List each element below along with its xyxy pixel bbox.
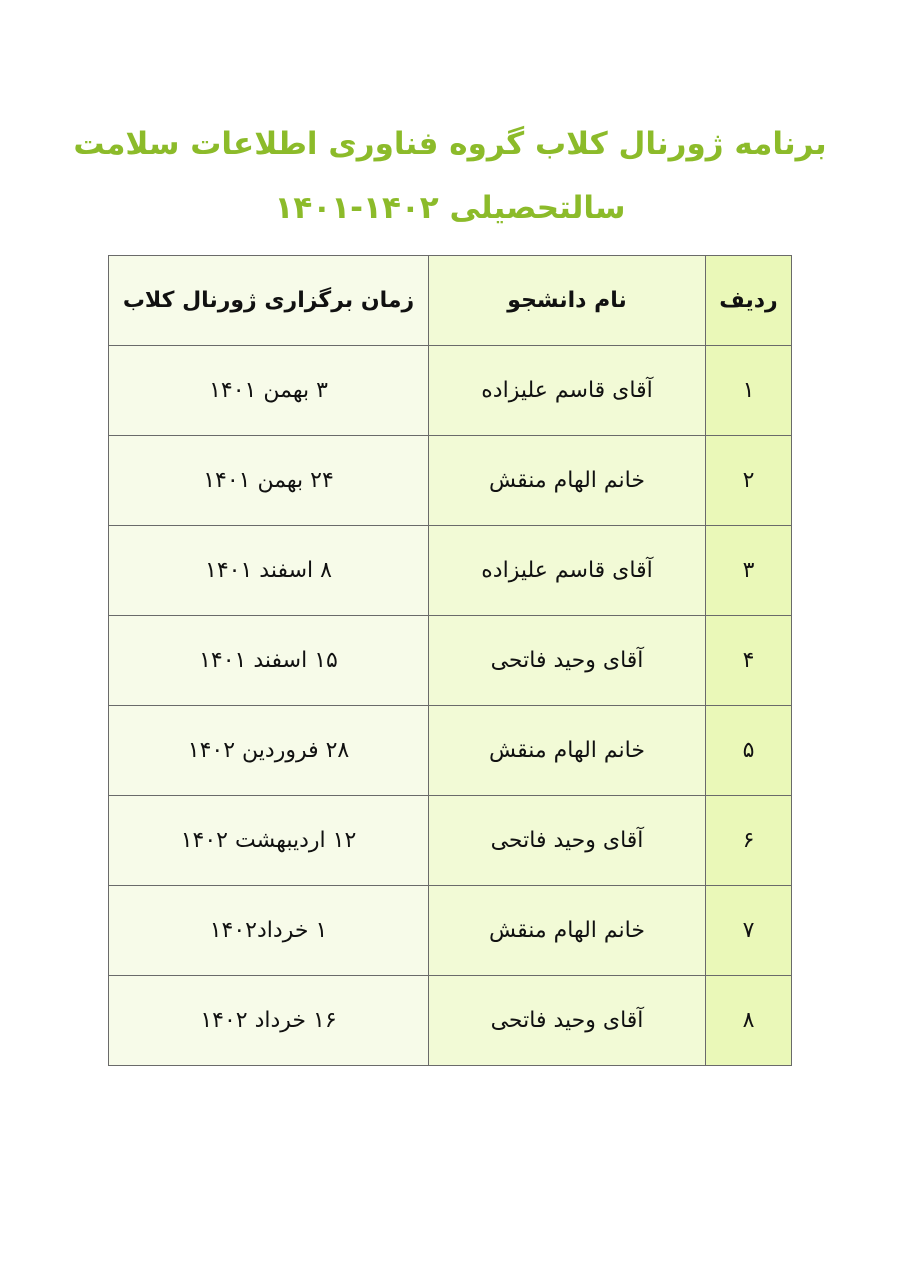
student-name: خانم الهام منقش bbox=[429, 886, 706, 976]
table-header-row bbox=[109, 256, 792, 346]
session-date: ۳ بهمن ۱۴۰۱ bbox=[109, 346, 429, 436]
row-number: ۶ bbox=[706, 796, 792, 886]
student-name: آقای وحید فاتحی bbox=[429, 796, 706, 886]
student-name: خانم الهام منقش bbox=[429, 436, 706, 526]
session-date: ۲۴ بهمن ۱۴۰۱ bbox=[109, 436, 429, 526]
row-number: ۴ bbox=[706, 616, 792, 706]
row-number: ۷ bbox=[706, 886, 792, 976]
student-name: خانم الهام منقش bbox=[429, 706, 706, 796]
row-number: ۳ bbox=[706, 526, 792, 616]
row-number: ۲ bbox=[706, 436, 792, 526]
session-date: ۱۵ اسفند ۱۴۰۱ bbox=[109, 616, 429, 706]
table-row bbox=[109, 436, 792, 526]
session-date: ۱۲ اردیبهشت ۱۴۰۲ bbox=[109, 796, 429, 886]
table-row bbox=[109, 346, 792, 436]
row-number: ۸ bbox=[706, 976, 792, 1066]
session-date: ۱ خرداد۱۴۰۲ bbox=[109, 886, 429, 976]
student-name: آقای وحید فاتحی bbox=[429, 976, 706, 1066]
page-title bbox=[0, 112, 900, 240]
header-session-date: زمان برگزاری ژورنال کلاب bbox=[109, 256, 429, 346]
table-row bbox=[109, 976, 792, 1066]
table-row bbox=[109, 706, 792, 796]
student-name: آقای قاسم علیزاده bbox=[429, 526, 706, 616]
table-row bbox=[109, 796, 792, 886]
title-line-2: سالتحصیلی ۱۴۰۲-۱۴۰۱ bbox=[274, 190, 626, 226]
row-number: ۵ bbox=[706, 706, 792, 796]
header-student-name: نام دانشجو bbox=[429, 256, 706, 346]
journal-club-schedule-table bbox=[108, 255, 792, 1066]
header-row-number: ردیف bbox=[706, 256, 792, 346]
table-row bbox=[109, 886, 792, 976]
session-date: ۸ اسفند ۱۴۰۱ bbox=[109, 526, 429, 616]
student-name: آقای قاسم علیزاده bbox=[429, 346, 706, 436]
row-number: ۱ bbox=[706, 346, 792, 436]
title-line-1: برنامه ژورنال کلاب گروه فناوری اطلاعات سلامت bbox=[73, 126, 827, 162]
session-date: ۲۸ فروردین ۱۴۰۲ bbox=[109, 706, 429, 796]
table-row bbox=[109, 616, 792, 706]
session-date: ۱۶ خرداد ۱۴۰۲ bbox=[109, 976, 429, 1066]
student-name: آقای وحید فاتحی bbox=[429, 616, 706, 706]
table-row bbox=[109, 526, 792, 616]
